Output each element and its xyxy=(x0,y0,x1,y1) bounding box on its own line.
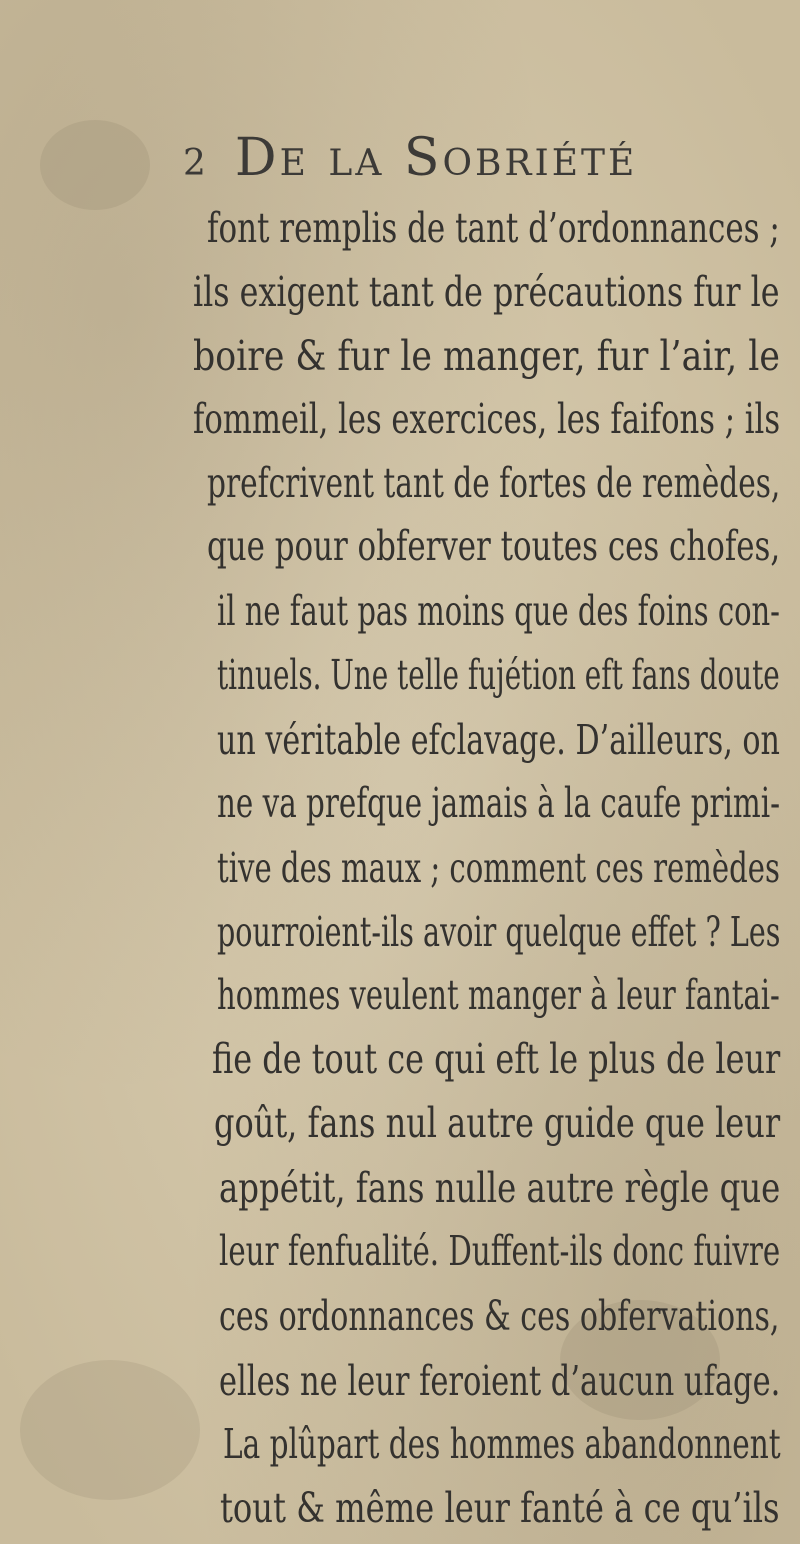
page-number: 2 xyxy=(183,143,209,184)
text-line: boire & fur le manger, fur l’air, le xyxy=(193,332,780,380)
text-line: il ne faut pas moins que des foins con- xyxy=(217,587,780,635)
chapter-title: De la Sobriété xyxy=(234,128,638,188)
text-line: font remplis de tant d’ordonnances ; xyxy=(207,204,780,252)
text-line: elles ne leur feroient d’aucun ufage. xyxy=(219,1357,781,1405)
text-line: que pour obferver toutes ces chofes, xyxy=(207,522,781,570)
paper-stain xyxy=(40,120,150,210)
text-line: fie de tout ce qui eft le plus de leur xyxy=(212,1035,781,1083)
text-line: pourroient-ils avoir quelque effet ? Les xyxy=(217,908,781,956)
text-line: prefcrivent tant de fortes de remèdes, xyxy=(207,459,781,507)
text-line: un véritable efclavage. D’ailleurs, on xyxy=(217,716,780,764)
running-head xyxy=(183,128,637,188)
text-line: goût, fans nul autre guide que leur xyxy=(214,1099,781,1147)
text-line: hommes veulent manger à leur fantai- xyxy=(217,971,780,1019)
text-line: tout & même leur fanté à ce qu’ils xyxy=(220,1484,780,1532)
text-line: ne va prefque jamais à la caufe primi- xyxy=(217,779,781,827)
text-line: La plûpart des hommes abandonnent xyxy=(223,1420,781,1468)
text-line: ils exigent tant de précautions fur le xyxy=(193,268,780,316)
paper-stain xyxy=(20,1360,200,1500)
text-line: ces ordonnances & ces obfervations, xyxy=(219,1292,780,1340)
text-line: appétit, fans nulle autre règle que xyxy=(219,1164,781,1212)
text-line: fommeil, les exercices, les faifons ; ils xyxy=(193,395,781,443)
text-line: leur fenfualité. Duffent-ils donc fuivre xyxy=(219,1227,781,1275)
text-line: tive des maux ; comment ces remèdes xyxy=(217,844,780,892)
text-line: tinuels. Une telle fujétion eft fans doute xyxy=(217,651,780,699)
